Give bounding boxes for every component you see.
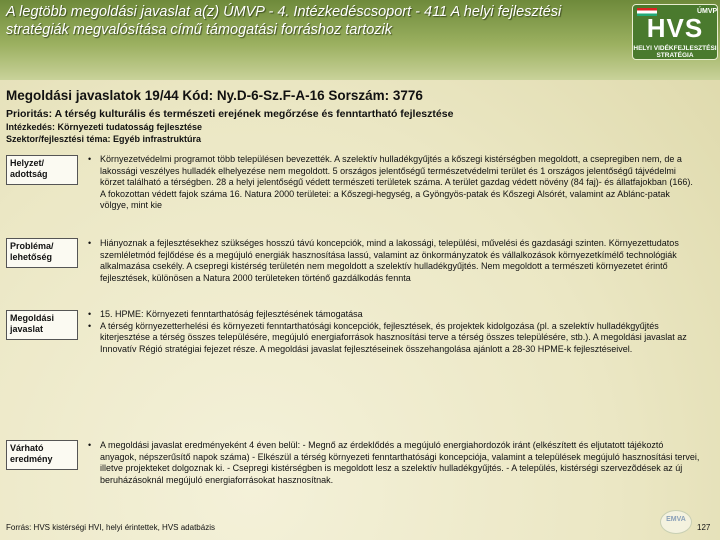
sector-line: Szektor/fejlesztési téma: Egyéb infrastruktúra — [6, 134, 202, 144]
hvs-logo — [632, 4, 718, 60]
list-item-text: Környezetvédelmi programot több településen bevezették. A szelektív hulladékgyűjtés a kőszegi kistérségben megoldott, a csepregiben nem, de a lakossági veszélyes hulladék elhelyezése nem megoldott. 5 országos jelentőségű természetvédelmi terület és 1 országos jelentőségű tájvédelmi körzet található a térségben. 28 a helyi jelentőségű védett természeti területek száma. A terület gazdag védett növény (84 faj)- és állatfajokban (166). A fokozottan védett fajok száma 16. Natura 2000 területei: a Kőszegi-hegység, a Gyöngyös-patak és Kőszegi Alsórét, valamint az Ablánc-patak völgye, mint kie — [100, 154, 693, 211]
section-content-result — [88, 440, 700, 486]
logo-sub-text: HELYI VIDÉKFEJLESZTÉSI STRATÉGIA — [633, 45, 717, 59]
list-item — [88, 309, 700, 321]
bullet-icon: • — [88, 320, 92, 331]
source-footer: Forrás: HVS kistérségi HVI, helyi érintettek, HVS adatbázis — [6, 523, 215, 532]
section-content-problem — [88, 238, 700, 284]
section-content-situation — [88, 154, 700, 212]
priority-line: Prioritás: A térség kulturális és természeti erejének megőrzése és fenntartható fejlesztése — [6, 108, 454, 120]
list-item-text: Hiányoznak a fejlesztésekhez szükséges hosszú távú koncepciók, mind a lakossági, települési, művelési és gazdasági szinten. Környezettudatos szemléletmód fejlődése és a megújuló energiák hasznosítása lassú, valamint az önkormányzatok és vállalkozások környezetkímélő technológiák alkalmazása csekély. A csepregi kistérség területén nem megoldott a szelektív hulladékgyűjtés. Nem megoldott a természeti környezetet érintő fejlesztések, különösen a Natura 2000 területeken történő gazdálkodás fennta — [100, 238, 679, 283]
emva-stamp — [660, 510, 692, 534]
list-item — [88, 321, 700, 356]
section-label-solution: Megoldási javaslat — [6, 310, 78, 340]
list-item — [88, 238, 700, 284]
header-title: A legtöbb megoldási javaslat a(z) ÚMVP - 4. Intézkedéscsoport - 411 A helyi fejlesztési stratégiák megvalósítása című támogatási forráshoz tartozik — [6, 4, 562, 38]
list-item-text: 15. HPME: Környezeti fenntarthatóság fejlesztésének támogatása — [100, 309, 363, 319]
section-label-result: Várható eredmény — [6, 440, 78, 470]
page-number: 127 — [697, 523, 711, 532]
section-content-solution — [88, 309, 700, 355]
list-item-text: A megoldási javaslat eredményeként 4 éven belül: - Megnő az érdeklődés a megújuló energiahordozók iránt (elkészített és eljutatott tájékoztó anyagok, népszerűsítő napok száma) - Elkészül a térség környezeti fenntarthatósági koncepciója, valamint a települések megújuló hasznosítási tervei, illetve projekteket dolgoznak ki. - Csepregi kistérségben is megoldott lesz a szelektív hulladékgyűjtés. - A település, kistérségi szervezõdések az új beruházásoknál megújuló energiaforrásokat hasznosítnak. — [100, 440, 700, 485]
bullet-icon: • — [88, 238, 92, 248]
bullet-icon: • — [88, 154, 92, 164]
page-title: Megoldási javaslatok 19/44 Kód: Ny.D-6-Sz.F-A-16 Sorszám: 3776 — [6, 88, 423, 103]
measure-line: Intézkedés: Környezeti tudatosság fejlesztése — [6, 122, 203, 132]
header-banner — [0, 0, 720, 80]
list-item — [88, 440, 700, 486]
list-item-text: A térség környezetterhelési és környezeti fenntarthatósági koncepciók, fejlesztések, és projektek kidolgozása (pl. a szelektív hulladékgyűjtés kiterjesztése a térség összes településére, megújuló energiaforrások hasznosítási terve a térség összes településére, stb.). A megoldási javaslat az Innovatív Régió stratégiai fejezet része. A megoldási javaslat fejlesztéseinek összehangolása ajánlott a 28-30 HPME-k fejlesztéseivel. — [100, 320, 687, 354]
bullet-icon: • — [88, 309, 92, 319]
bullet-icon: • — [88, 440, 92, 450]
stamp-text: EMVA — [666, 516, 686, 523]
logo-badge: ÚMVP — [697, 8, 718, 15]
section-label-problem: Probléma/ lehetőség — [6, 238, 78, 268]
list-item — [88, 154, 700, 212]
logo-main-text: HVS — [646, 13, 704, 43]
section-label-situation: Helyzet/ adottság — [6, 155, 78, 185]
